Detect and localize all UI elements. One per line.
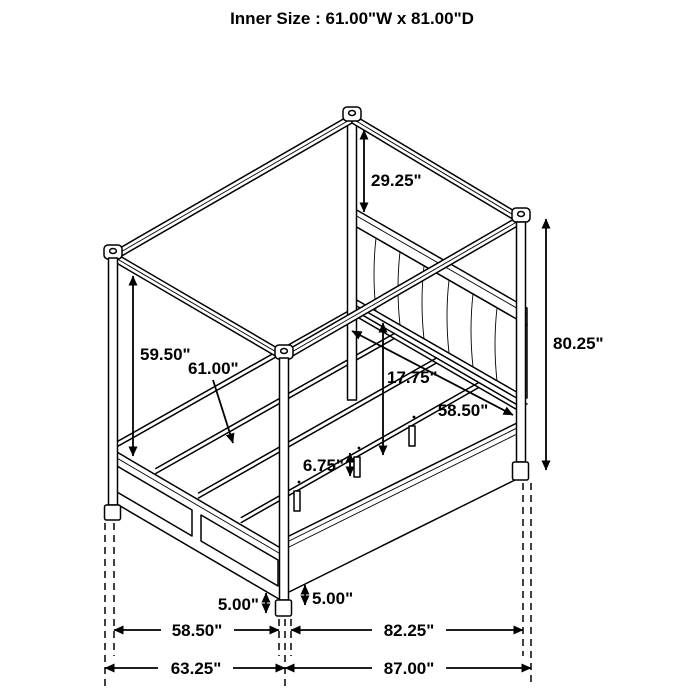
dim-label-post-overall-height: 80.25" <box>553 334 604 353</box>
dim-label-inner-width: 61.00" <box>188 359 239 378</box>
dim-width-between-posts <box>114 621 279 640</box>
post-right <box>517 222 526 462</box>
post-front <box>280 358 289 600</box>
post-left <box>109 258 118 505</box>
dim-overall-depth <box>285 659 531 678</box>
inner-size-title: Inner Size : 61.00"W x 81.00"D <box>230 9 474 28</box>
dim-canopy-frame-height <box>133 276 191 456</box>
dim-label-overall-width: 63.25" <box>170 659 222 678</box>
side-rail <box>287 420 523 593</box>
dim-depth-between-posts <box>291 621 523 640</box>
dim-support-leg-height <box>303 453 350 476</box>
dim-label-headboard-above-deck: 17.75" <box>387 368 438 387</box>
dim-side-rail-clearance <box>305 585 353 608</box>
dim-label-headboard-inner-width: 58.50" <box>437 401 489 420</box>
dim-label-depth-between-posts: 82.25" <box>383 621 435 640</box>
dim-label-canopy-frame-height: 59.50" <box>140 345 191 364</box>
post-back <box>348 121 357 400</box>
dim-label-width-between-posts: 58.50" <box>171 621 223 640</box>
dim-label-overall-depth: 87.00" <box>383 659 435 678</box>
dim-post-overall-height <box>546 219 604 470</box>
post-right-foot <box>513 462 529 480</box>
post-left-foot <box>105 505 121 520</box>
dim-label-footboard-clearance: 5.00" <box>217 595 259 614</box>
post-front-foot <box>276 600 292 616</box>
footboard <box>110 448 284 602</box>
dim-label-canopy-to-headboard: 29.25" <box>371 171 422 190</box>
dim-label-side-rail-clearance: 5.00" <box>312 589 354 608</box>
dim-footboard-clearance <box>218 593 266 614</box>
dim-label-support-leg-height: 6.75" <box>302 456 344 475</box>
dim-overall-width <box>105 659 285 678</box>
